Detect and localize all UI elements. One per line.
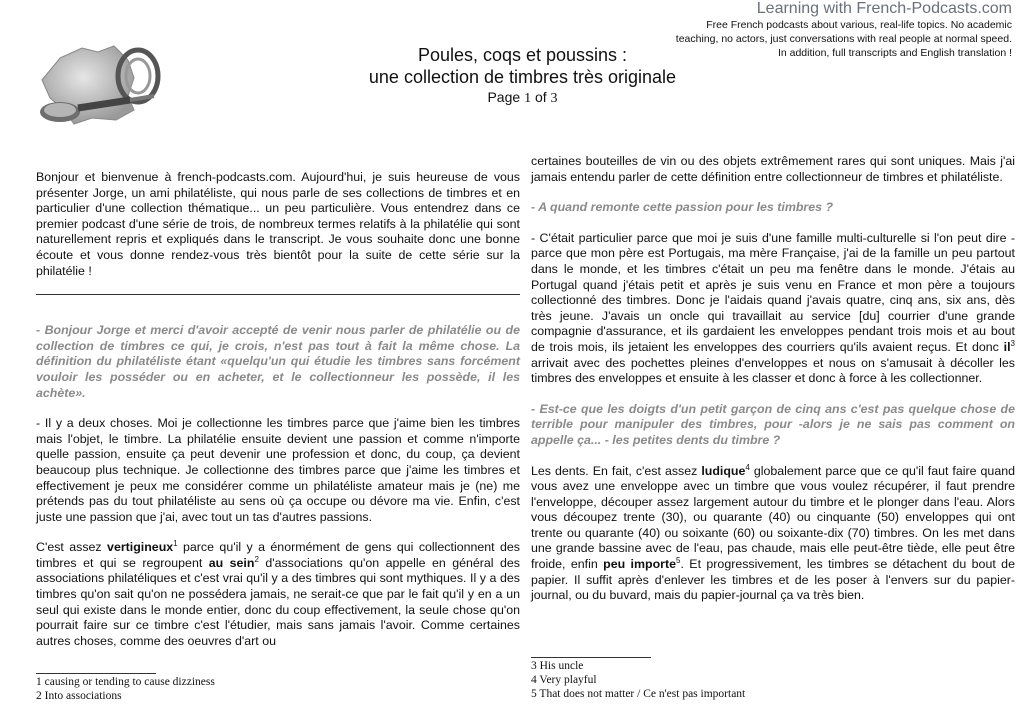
- footnote-rule: [531, 657, 651, 658]
- footnote-4: 4 Very playful: [531, 674, 597, 686]
- right-column: [531, 154, 1015, 619]
- footnote-2: 2 Into associations: [36, 690, 122, 702]
- answer-2: [531, 231, 1015, 387]
- glossary-term-il: il: [1003, 339, 1011, 354]
- right-footnotes: [531, 657, 1011, 701]
- text-run: - C'était particulier parce que moi je suis d'une famille multi-culturelle si l'on peut dire -parce que mon père est Portugais, ma mère Française, j'ai de la famille un peu partout dans le monde, et les timbres c'était un peu ma fenêtre dans le monde. J'étais au Portugal quand j'étais petit et après je suis venu en France et mon père a toujours collectionné des timbres. Donc je l'aidais quand j'avais quatre, cinq ans, six ans, dès très jeune. J'avais un oncle qui travaillait au service [du] courrier d'une grande compagnie d'assurance, et ils gardaient les enveloppes pendant trois mois et au bout de trois mois, ils jetaient les enveloppes des courriers qu'ils avaient reçus. Et donc: [531, 230, 1015, 354]
- footnote-ref-4: 4: [745, 462, 750, 472]
- text-run: d'associations qu'on appelle en général des associations philatéliques et c'est vrai qu'il y a des timbres qui sont mythiques. Il y a des timbres qu'on sait qu'on ne possédera jamais, ne serait-ce que par le fait qu'il y en a un seul qui existe dans le monde entier, donc du coup effectivement, la seule chose qu'on pourrait faire sur ce timbre c'est l'étudier, mais sans jamais l'avoir. Comme certaines autres choses, comme des oeuvres d'art ou: [36, 555, 520, 648]
- text-run: parce qu'il y a énormément de gens qui collectionnent des timbres et qui se regroupent: [36, 540, 520, 570]
- page-total: 3: [550, 91, 558, 106]
- left-column: [36, 170, 520, 664]
- brand-block: [572, 0, 1012, 60]
- left-footnotes: [36, 673, 516, 703]
- page-word: Page: [487, 89, 521, 105]
- title-line-1: Poules, coqs et poussins :: [417, 45, 628, 65]
- question-1: - Bonjour Jorge et merci d'avoir accepté de venir nous parler de philatélie ou de collection de timbres ce qui, je crois, n'est pas tout à fait la même chose. La définition du philatéliste étant «quelqu'un qui étudie les timbres sans forcément vouloir les posséder ou en acheter, et le collectionneur les possède, il les achète».: [36, 323, 520, 400]
- text-run: . Et progressivement, les timbres se détachent du bout de papier. Il suffit après d'enlever les timbres et de les poser à l'envers sur du papier-journal, ou du buvard, mais du papier-journal ça va très bien.: [531, 557, 1015, 603]
- answer-1-end: certaines bouteilles de vin ou des objets extrêmement rares qui sont uniques. Mais j'ai jamais entendu parler de cette définition entre collectionneur de timbres et philatéliste.: [531, 154, 1015, 184]
- question-3: - Est-ce que les doigts d'un petit garçon de cinq ans c'est pas quelque chose de terrible pour manipuler des timbres, pour -alors je ne sais pas comment on appelle ça... - les petites dents du timbre ?: [531, 401, 1015, 447]
- footnote-1: 1 causing or tending to cause dizziness: [36, 676, 215, 688]
- glossary-term-ludique: ludique: [701, 463, 746, 478]
- footnote-5: 5 That does not matter / Ce n'est pas important: [531, 688, 746, 700]
- answer-3: [531, 464, 1015, 604]
- brand-name: Learning with French-Podcasts.com: [756, 0, 1012, 17]
- page-of: of: [534, 89, 547, 105]
- answer-1-continued: [36, 540, 520, 649]
- footnote-ref-2: 2: [254, 554, 259, 564]
- question-2: - A quand remonte cette passion pour les timbres ?: [531, 200, 834, 215]
- text-run: arrivait avec des pochettes pleines d'enveloppes et nous on s'amusait à décoller les timbres des enveloppes et ensuite à les classer et donc à force à les collectionner.: [531, 355, 1015, 386]
- brand-tagline-2: teaching, no actors, just conversations with real people at normal speed.: [675, 33, 1012, 45]
- brand-tagline-1: Free French podcasts about various, real-life topics. No academic: [706, 19, 1012, 31]
- logo-france-headphones-icon: [30, 38, 180, 133]
- intro-paragraph: Bonjour et bienvenue à french-podcasts.com. Aujourd'hui, je suis heureuse de vous présenter Jorge, un ami philatéliste, qui nous parle de ses collections de timbres et en particulier d'une collection thématique... un peu particulière. Vous entendrez dans ce premier podcast d'une série de trois, de nombreux termes relatifs à la philatélie qui sont naturellement repris et expliqués dans le transcript. Je vous souhaite donc une bonne écoute et vous donne rendez-vous très bientôt pour la suite de cette série sur la philatélie !: [36, 170, 520, 278]
- footnote-3: 3 His uncle: [531, 660, 584, 672]
- answer-1: - Il y a deux choses. Moi je collectionne les timbres parce que j'aime bien les timbres mais l'objet, le timbre. La philatélie ensuite devient une passion et comme n'importe quelle passion, ensuite ça peut devenir une profession et donc, du coup, ça devient beaucoup plus technique. Je collectionne des timbres parce que j'aime les timbres et effectivement je peux me considérer comme un philatéliste amateur mais je (ne) me prétends pas du tout philatéliste au sens où ça occupe ou dévore ma vie. Enfin, c'est juste une passion que j'ai, avec tout un tas d'autres passions.: [36, 416, 520, 524]
- footnote-rule: [36, 673, 156, 674]
- footnote-ref-1: 1: [173, 539, 178, 549]
- footnote-ref-5: 5: [676, 555, 681, 565]
- glossary-term-peu-importe: peu importe: [603, 557, 676, 572]
- footnote-ref-3: 3: [1010, 338, 1015, 348]
- text-run: Les dents. En fait, c'est assez: [531, 463, 702, 478]
- section-divider: [36, 294, 520, 295]
- glossary-term-vertigineux: vertigineux: [107, 540, 174, 555]
- page-indicator: [330, 88, 715, 108]
- text-run: globalement parce que ce qu'il faut faire quand vous avez une enveloppe avec un timbre que vous voulez récupérer, il faut prendre l'enveloppe, découper assez largement autour du timbre et le plonger dans l'eau. Alors vous découpez trente (30), ou quarante (40) ou cinquante (50) enveloppes qui ont trente ou quarante (40) ou soixante (60) ou soixante-dix (70) timbres. On les met dans une grande bassine avec de l'eau, pas chaude, mais elle peut-être tiède, elle peut être froide, enfin: [531, 463, 1015, 572]
- glossary-term-au-sein: au sein: [208, 555, 255, 570]
- title-line-2: une collection de timbres très originale: [368, 67, 677, 87]
- page-current: 1: [524, 91, 532, 106]
- text-run: C'est assez: [36, 540, 108, 555]
- brand-tagline-3: In addition, full transcripts and English translation !: [777, 47, 1012, 59]
